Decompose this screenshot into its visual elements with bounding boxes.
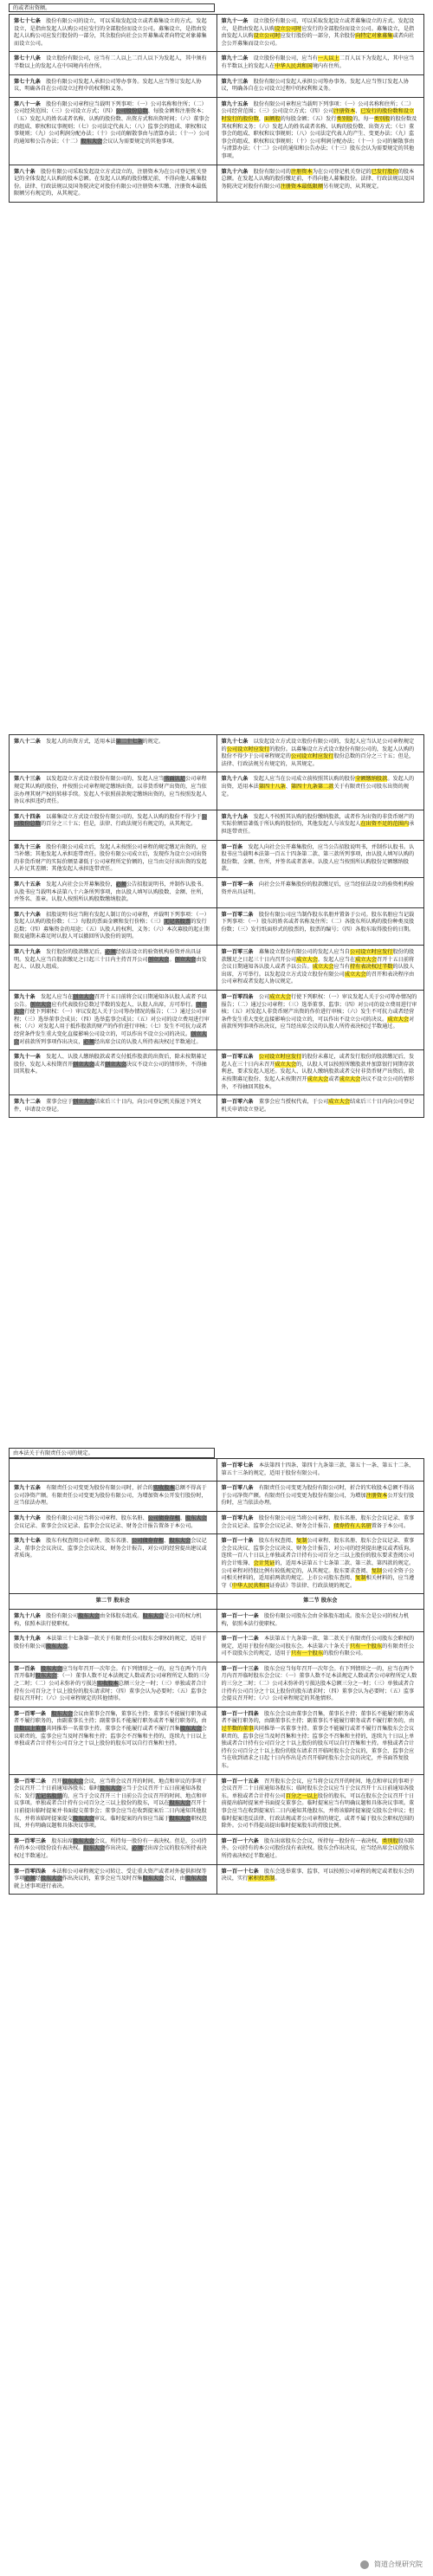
left-article-number: 第八十五条 — [14, 881, 47, 888]
right-article-cell — [216, 735, 424, 772]
article-row — [10, 1609, 424, 1631]
highlight-mark: 成立大会 — [387, 1016, 410, 1023]
highlight-mark: 创立大会 — [29, 1001, 52, 1008]
right-article-text: 股东会选举董事、监事，可以按照公司章程的规定或者股东会的决议，实行累积投票制。 — [221, 1868, 415, 1882]
right-article-cell — [216, 877, 424, 907]
highlight-mark: 股东大会 — [179, 1726, 202, 1733]
right-article-text: 股东会应当每年召开一次年会。有下列情形之一的，应当在两个月内召开临时股东会会议：（一）董事人数不足本法规定人数或者公司章程所定人数的三分之二时；（二）公司未弥补的亏损达股本总额三分之一时；（三）单独或者合计持有公司百分之十以上股份的股东请求时；（四）董事会认为必要时；（五）监事会提议召开时；（六）公司章程规定的其他情形。 — [221, 1665, 417, 1702]
highlight-mark: 类别股 — [382, 1837, 398, 1844]
left-article-number: 第九十八条 — [14, 1612, 47, 1619]
left-article-text: 董事会应于创立大会结束后三十日内，向公司登记机关报送下列文件，申请设立登记。 — [14, 1099, 202, 1113]
left-article-cell — [10, 1050, 217, 1095]
article-row — [10, 1095, 424, 1118]
right-article-cell — [216, 74, 424, 97]
left-article-text: 股份有限公司采取发起设立方式设立的，注册资本为在公司登记机关登记的全体发起人认购的股本总额。在发起人认购的股份缴足前，不得向他人募集股份。法律、行政法规以及国务院决定对股份有限公司注册资本实缴、注册资本最低限额另有规定的，从其规定。 — [14, 168, 207, 197]
highlight-mark: 必须 — [115, 881, 126, 888]
section-title-row — [10, 1594, 424, 1610]
highlight-mark: 成立大会 — [339, 1075, 361, 1082]
left-article-number: 第七十八条 — [14, 55, 47, 62]
right-article-number: 第一百零四条 — [221, 994, 259, 1001]
right-article-cell — [216, 1632, 424, 1662]
right-article-text: 股份有限公司应当将公司章程、股东名册、股东会会议记录、董事会会议记录、监事会会议记录、财务会计报告、债券持有人名册置备于本公司。 — [221, 1514, 415, 1529]
left-article-number: 第八十条 — [14, 168, 41, 175]
left-article-text: 以募集设立方式设立股份有限公司的，发起人认购的股份不得少于公司股份总数的百分之三十五；但是，法律、行政法规另有规定的，从其规定。 — [14, 813, 207, 828]
highlight-mark: 已发行股份 — [371, 168, 398, 175]
right-article-text: 发起人向社会公开募集股份，应当公告招股说明书，并制作认股书。认股书应当载明本法第一百五十四条第二款、第三款所列事项，由认股人填写认购的股份数、金额、住所，并签名或者盖章。认股人应当按照所认购股份足额缴纳股款。 — [221, 843, 415, 873]
right-article-number: 第一百一十五条 — [221, 1778, 264, 1785]
right-article-number: 第一百零五条 — [221, 1054, 259, 1061]
right-article-text: 设立股份有限公司，应当有一人以上二百人以下为发起人，其中应当有半数以上的发起人在中华人民共和国境内有住所。 — [221, 55, 415, 69]
left-article-number: 第一百零二条 — [14, 1778, 52, 1785]
highlight-mark: 最低限额 — [301, 183, 324, 190]
left-article-cell — [10, 1534, 217, 1594]
comparison-table-1 — [9, 14, 424, 203]
right-article-cell — [216, 1774, 424, 1834]
left-article-text: 股东出席股东大会会议，所持每一股份有一表决权。但是，公司持有的本公司股份没有表决权。股东大会作出决议，必须经出席会议的股东所持表决权过半数通过。 — [14, 1837, 207, 1859]
left-article-number: 第九十六条 — [14, 1514, 47, 1521]
right-article-text: 本法第五十九条第一款、第二款关于有限责任公司股东会职权的规定，适用于股份有限公司股东会。本法第六十条关于只有一个股东的有限责任公司不设股东会的规定，适用于只有一个股东的股份有限公司。 — [221, 1636, 415, 1657]
article-row — [10, 15, 424, 52]
highlight-mark: 会计凭证 — [253, 1559, 275, 1566]
right-article-number: 第九十五条 — [221, 100, 254, 107]
right-article-cell — [216, 1459, 424, 1482]
page-block-1 — [0, 0, 433, 726]
left-article-number: 第八十一条 — [14, 100, 47, 107]
comparison-table-2 — [9, 734, 424, 1118]
left-article-text: 股份有限公司应当将公司章程、股东名册、公司债券存根、股东大会会议记录、董事会会议记录、监事会会议记录、财务会计报告置备于本公司。 — [14, 1514, 207, 1529]
right-article-text: 股份有限公司的注册资本为在公司登记机关登记的已发行股份的股本总额。在发起人认购的股份缴足前，不得向他人募集股份。法律、行政法规以及国务院决定对股份有限公司注册资本最低限额另有规定的，从其规定。 — [221, 168, 415, 190]
highlight-mark: 公司债券存根 — [147, 1514, 180, 1521]
highlight-mark: 创立大会 — [105, 1061, 126, 1068]
highlight-mark: 中华人民共和国 — [231, 1582, 270, 1589]
highlight-mark: 成立大会 — [312, 964, 334, 971]
left-article-text: 股东大会应当每年召开一次年会。有下列情形之一的，应当在两个月内召开临时股东大会：（一）董事人数不足本法规定人数或者公司章程所定人数的三分之二时；（二）公司未弥补的亏损达实收股本总额三分之一时；（三）单独或者合计持有公司百分之十以上股份的股东请求时；（四）董事会认为必要时；（五）监事会提议召开时；（六）公司章程规定的其他情形。 — [14, 1665, 210, 1702]
left-article-text: 股份有限公司章程应当载明下列事项：（一）公司名称和住所；（二）公司经营范围；（三）公司设立方式；（四）公司股份总数、每股金额和注册资本；（五）发起人的姓名或者名称、认购的股份数、出资方式和出资时间；（六）董事会的组成、职权和议事规则；（七）公司法定代表人；（八）监事会的组成、职权和议事规则；（九）公司利润分配办法；（十）公司的解散事由与清算办法；（十一）公司的通知和公告办法；（十二）股东大会会议认为需要规定的其他事项。 — [14, 100, 210, 145]
right-article-cell — [216, 1864, 424, 1895]
highlight-mark: 实收股本 — [152, 1485, 175, 1492]
left-article-number: 第八十三条 — [14, 776, 47, 783]
left-article-cell — [10, 165, 217, 202]
left-article-number: 第一百零四条 — [14, 1868, 52, 1875]
right-article-text: 发起人应当在公司成立前按照其认购的股份全额缴纳股款。发起人的出资，适用本法第四十八条、第四十九条第二款关于有限责任公司股东出资的规定。 — [221, 776, 415, 797]
watermark-label: 简道合规研究院 — [374, 2560, 423, 2568]
right-article-text: 股东出席股东会会议，所持每一股份有一表决权，类别股股东除外。公司持有的本公司股份没有表决权。股东会作出决议，应当经出席会议的股东所持表决权过半数通过。 — [221, 1837, 415, 1859]
left-article-cell — [10, 1774, 217, 1834]
right-article-number: 第九十七条 — [221, 739, 254, 745]
left-article-cell — [10, 97, 217, 165]
right-article-number: 第一百一十三条 — [221, 1665, 264, 1672]
highlight-mark: 股东大会 — [46, 1643, 68, 1650]
right-article-number: 第一百零八条 — [221, 1485, 259, 1492]
right-article-number: 第一百一十一条 — [221, 1612, 264, 1619]
article-row — [10, 1482, 424, 1512]
highlight-mark: 必须 — [83, 1038, 94, 1045]
right-article-text: 发起人不按照其认购的股份缴纳股款，或者作为出资的非货币财产的实际价额显著低于所认购的股份的，其他发起人与该发起人在出资不足的范围内承担连带责任。 — [221, 813, 415, 835]
highlight-mark: 公司设立时应发行 — [350, 949, 393, 956]
highlight-mark: 公司设立时应发行 — [290, 753, 334, 760]
highlight-mark: 一人以上 — [317, 55, 339, 62]
article-row — [10, 772, 424, 810]
right-article-text: 股东会会议由董事会召集，董事长主持；董事长不能履行职务或者不履行职务的，由副董事长主持；副董事长不能履行职务或者不履行职务的，由过半数的董事共同推举一名董事主持。董事会不能履行或者不履行召集股东会会议职责的，监事会应当及时召集和主持；监事会不召集和主持的，连续九十日以上单独或者合计持有公司百分之十以上股份的股东可以自行召集和主持。单独或者合计持有公司百分之十以上股份的股东请求召开临时股东会会议的，董事会、监事会应当在收到请求之日起十日内作出是否召开临时股东会会议的决定，并书面答复股东。 — [221, 1710, 415, 1769]
left-article-cell — [10, 991, 217, 1050]
right-article-cell — [216, 1834, 424, 1864]
top-fragment: 的或者出资额。 — [9, 3, 215, 12]
right-article-cell — [216, 1482, 424, 1512]
left-article-cell — [10, 15, 217, 52]
right-article-number: 第九十九条 — [221, 813, 254, 820]
right-article-number: 第一百零六条 — [221, 1099, 259, 1106]
highlight-mark: 创立大会 — [14, 1001, 207, 1016]
left-article-number: 第一百条 — [14, 1665, 41, 1672]
left-article-text: 召开股东大会会议，应当将会议召开的时间、地点和审议的事项于会议召开二十日前通知各股东；临时股东大会应当于会议召开十五日前通知各股东；发行无记名股票的，应当于会议召开三十日前公告会议召开的时间、地点和审议事项。单独或者合计持有公司百分之三以上股份的股东，可以在股东大会召开十日前提出临时提案并书面提交董事会；董事会应当在收到提案后二日内通知其他股东，并将该临时提案提交股东大会审议。临时提案的内容应当属于股东大会职权范围，并有明确议题和具体决议事项。 — [14, 1778, 207, 1830]
highlight-mark: 在出资不足的范围内 — [360, 821, 410, 828]
article-row — [10, 840, 424, 877]
highlight-mark: 股东大会 — [185, 1514, 207, 1521]
right-article-cell — [216, 1609, 424, 1631]
highlight-mark: 股东大会 — [40, 1876, 62, 1882]
highlight-mark: 必须 — [24, 1876, 36, 1882]
highlight-mark: 第四十九条第二款 — [290, 783, 334, 790]
left-article-text: 股东有权查阅公司章程、股东名册、公司债券存根、股东大会会议记录、董事会会议决议、监事会会议决议、财务会计报告，对公司的经营提出建议或者质询。 — [14, 1538, 207, 1559]
left-article-cell — [10, 1864, 217, 1895]
left-article-text: 发起人向社会公开募集股份，必须公告招股说明书，并制作认股书。认股书应当载明本法第八十六条所列事项，由认股人填写认购股数、金额、住所，并签名、盖章。认股人按照所认购股数缴纳股款。 — [14, 881, 207, 903]
highlight-mark: 成立大会 — [344, 971, 366, 978]
left-article-cell — [10, 810, 217, 840]
highlight-mark: 创立大会 — [14, 1031, 207, 1045]
highlight-mark: 股东大会 — [61, 1778, 84, 1785]
highlight-mark: 必须 — [105, 949, 116, 956]
right-article-cell — [216, 907, 424, 945]
left-article-cell — [10, 1459, 217, 1482]
right-article-text: 以发起设立方式设立股份有限公司的，发起人应当认足公司章程规定的公司设立时应发行的股份。以募集设立方式设立股份有限公司的，发起人认购的股份不得少于公司章程规定的公司设立时应发行股份总数的百分之三十五；但是，法律、行政法规另有规定的，从其规定。 — [221, 739, 415, 767]
highlight-mark: 书面认足 — [164, 776, 185, 783]
highlight-mark: 股东大会 — [73, 1837, 94, 1844]
left-article-text: 发起人应当在创立大会召开十五日前将会议日期通知各认股人或者予以公告。创立大会应有代表股份总数过半数的发起人、认股人出席，方可举行。创立大会行使下列职权：（一）审议发起人关于公司筹办情况的报告；（二）通过公司章程；（三）选举董事会成员；（四）选举监事会成员；（五）对公司的设立费用进行审核；（六）对发起人用于抵作股款的财产的作价进行审核；（七）发生不可抗力或者经营条件发生重大变化直接影响公司设立的，可以作出不设立公司的决议。创立大会对前款所列事项作出决议，必须经出席会议的认股人所持表决权过半数通过。 — [14, 994, 210, 1045]
highlight-mark: 股东大会 — [169, 1538, 191, 1545]
right-article-text: 股东有权查阅、复制公司章程、股东名册、股东会会议记录、董事会会议决议、监事会会议决议、财务会计报告，对公司的经营提出建议或者质询。连续一百八十日以上单独或者合计持有公司百分之三以上股份的股东要求查阅公司的会计账簿、会计凭证的，适用本法第五十七条第二款、第三款、第四款的规定。公司章程对持股比例有较低规定的，从其规定。股东要求查阅、复制公司全资子公司相关材料的，适用前两款的规定。上市公司股东查阅、复制相关材料的，应当遵守《中华人民共和国证券法》等法律、行政法规的规定。 — [221, 1538, 415, 1589]
highlight-mark: 复制 — [371, 1567, 383, 1574]
highlight-mark: 公司股份总数 — [115, 108, 148, 115]
left-article-text: 本法第三十七条第一款关于有限责任公司股东会职权的规定，适用于股份有限公司股东大会。 — [14, 1636, 207, 1650]
highlight-mark: 第二十七条 — [115, 739, 143, 745]
right-article-number: 第一百一十条 — [221, 1538, 259, 1545]
article-row — [10, 1774, 424, 1834]
highlight-mark: 百分之一以上 — [285, 1792, 318, 1799]
right-article-cell — [216, 1511, 424, 1533]
right-article-text: 股份有限公司股东会由全体股东组成。股东会是公司的权力机构，依照本法行使职权。 — [221, 1612, 410, 1627]
article-row — [10, 165, 424, 202]
right-article-cell — [216, 1534, 424, 1594]
highlight-mark: 设立公司时 — [275, 25, 302, 32]
right-article-cell — [216, 15, 424, 52]
right-article-number: 第一百零一条 — [221, 881, 259, 888]
highlight-mark: 向特定对象募集 — [355, 33, 393, 40]
right-article-text: 向社会公开募集股份的股款缴足后，应当经依法设立的验资机构验资并出具证明。 — [221, 881, 415, 895]
right-article-cell — [216, 165, 424, 202]
highlight-mark: 复制 — [296, 1538, 307, 1545]
highlight-mark: 已发行的股份数和设立时发行的股份数 — [221, 108, 415, 122]
highlight-mark: 股东大会 — [81, 138, 103, 145]
highlight-mark: 过半数的董事 — [221, 1726, 254, 1733]
article-row — [10, 946, 424, 991]
right-article-number: 第九十八条 — [221, 776, 254, 783]
highlight-mark: 成立大会 — [275, 1061, 297, 1068]
left-article-number: 第九十一条 — [14, 1054, 47, 1061]
highlight-mark: 累积投票制 — [248, 1876, 275, 1882]
right-article-cell — [216, 772, 424, 810]
highlight-mark: 复制 — [355, 1575, 366, 1582]
right-article-cell — [216, 946, 424, 991]
left-article-text: 招股说明书应当附有发起人制订的公司章程，并载明下列事项：（一）发起人认购的股份数；（二）每股的票面金额和发行价格；（三）无记名股票的发行总数；（四）募集资金的用途；（五）认股人的权利、义务；（六）本次募股的起止期限及逾期未募足时认股人可以撤回所认股份的说明。 — [14, 911, 210, 940]
highlight-mark: 成立大会 — [307, 1075, 329, 1082]
left-article-cell — [10, 946, 217, 991]
top-fragment-2: 由本法关于有限责任公司的规定。 — [9, 1448, 215, 1458]
right-article-cell — [216, 1050, 424, 1095]
left-article-number: 第八十六条 — [14, 911, 47, 918]
article-row — [10, 810, 424, 840]
highlight-mark: 成立大会 — [355, 956, 377, 963]
highlight-mark: 只有一个股东 — [290, 1650, 324, 1657]
right-article-text: 设立股份有限公司，可以采取发起设立或者募集设立的方式。发起设立，是指由发起人认购设立公司时应发行的全部股份而设立公司。募集设立，是指由发起人认购设立公司时应发行股份的一部分，其余股份向特定对象募集或者向社会公开募集而设立公司。 — [221, 18, 415, 47]
left-article-text: 发起人、认股人缴纳股款或者交付抵作股款的出资后，除未按期募足股份、发起人未按期召开创立大会或者创立大会决议不设立公司的情形外，不得抽回其股本。 — [14, 1054, 207, 1075]
highlight-mark: 股东大会 — [185, 1876, 207, 1882]
article-row — [10, 991, 424, 1050]
left-article-cell — [10, 1662, 217, 1707]
highlight-mark: 注册资本 — [333, 108, 356, 115]
highlight-mark: 成立大会 — [328, 1099, 350, 1106]
right-article-text: 本法第四十四条、第四十九条第三款、第五十一条、第五十二条、第五十三条的规定，适用于股份有限公司。 — [221, 1462, 415, 1476]
highlight-mark: 创立大会 — [73, 1061, 94, 1068]
right-article-text: 股份有限公司章程应当载明下列事项：（一）公司名称和住所；（二）公司经营范围；（三）公司设立方式；（四）公司注册资本、已发行的股份数和设立时发行的股份数，面额股的每股金额；（五）发行类别股的，每一类别股的股份数及其权利和义务；（六）发起人的姓名或者名称、认购的股份数、出资方式；（七）董事会的组成、职权和议事规则；（八）公司法定代表人的产生、变更办法；（九）监事会的组成、职权和议事规则；（十）公司利润分配办法；（十一）公司的解散事由与清算办法；（十二）公司的通知和公告办法；（十三）股东会认为需要规定的其他事项。 — [221, 100, 417, 159]
article-row — [10, 52, 424, 74]
highlight-mark: 类别股 — [373, 115, 391, 122]
right-article-text: 股份有限公司发起人承担公司筹办事务。发起人应当签订发起人协议，明确各自在公司设立过程中的权利和义务。 — [221, 78, 410, 93]
left-article-number: 第九十二条 — [14, 1099, 47, 1106]
highlight-mark: 创立大会 — [73, 994, 94, 1001]
left-article-text: 股东大会会议由董事会召集，董事长主持；董事长不能履行职务或者不履行职务的，由副董事长主持；副董事长不能履行职务或者不履行职务的，由半数以上董事共同推举一名董事主持。董事会不能履行或者不履行召集股东大会会议职责的，监事会应当及时召集和主持；监事会不召集和主持的，连续九十日以上单独或者合计持有公司百分之十以上股份的股东可以自行召集和主持。 — [14, 1710, 207, 1747]
wechat-icon — [360, 2560, 369, 2569]
highlight-mark: 中华人民共和国 — [275, 62, 313, 69]
right-article-number: 第一百零三条 — [221, 949, 259, 956]
article-row — [10, 1707, 424, 1774]
right-article-cell — [216, 1095, 424, 1118]
article-row — [10, 877, 424, 907]
left-article-cell — [10, 1609, 217, 1631]
right-article-text: 募集设立股份有限公司的发起人应当自公司设立时应发行股份的股款缴足之日起三十日内召开公司成立大会。发起人应当在成立大会召开十五日前将会议日期通知各认股人或者予以公告。成立大会应当有持有表决权过半数的认股人出席，方可举行。以发起设立方式设立股份有限公司成立大会的召开和表决程序由公司章程或者发起人协议规定。 — [221, 949, 415, 985]
left-article-cell — [10, 52, 217, 74]
section-title-right: 第二节 股东会 — [216, 1594, 424, 1610]
article-row — [10, 1834, 424, 1864]
left-article-number: 第九十条 — [14, 994, 41, 1001]
highlight-mark: 创立大会 — [147, 956, 170, 963]
highlight-mark: 公司设立时应发行 — [258, 1054, 302, 1061]
article-row — [10, 74, 424, 97]
highlight-mark: 类别股 — [336, 115, 353, 122]
article-row — [10, 1459, 424, 1482]
left-article-cell — [10, 877, 217, 907]
highlight-mark: 公司股份总数 — [14, 813, 207, 828]
left-article-cell — [10, 74, 217, 97]
right-article-number: 第一百一十二条 — [221, 1636, 264, 1643]
article-row — [10, 97, 424, 165]
left-article-number: 第九十九条 — [14, 1636, 47, 1643]
left-article-number: 第九十五条 — [14, 1485, 47, 1492]
highlight-mark: 创立大会 — [174, 956, 197, 963]
right-article-cell — [216, 991, 424, 1050]
highlight-mark: 股东大会 — [142, 1876, 165, 1882]
highlight-mark: 无记名股票 — [164, 919, 191, 926]
right-article-number: 第一百零二条 — [221, 911, 259, 918]
right-article-text: 有限责任公司变更为股份有限公司时，折合的实收股本总额不得高于公司净资产额。有限责任公司变更为股份有限公司，为增加注册资本公开发行股份时，应当依法办理。 — [221, 1485, 415, 1507]
watermark — [360, 2560, 423, 2569]
right-article-number: 第一百零七条 — [221, 1462, 259, 1469]
left-article-text: 股份有限公司股东大会由全体股东组成。股东大会是公司的权力机构，依照本法行使职权。 — [14, 1612, 202, 1627]
highlight-mark: 股东大会 — [169, 1815, 191, 1822]
right-article-number: 第九十三条 — [221, 78, 254, 85]
highlight-mark: 全额缴纳股款 — [355, 776, 388, 783]
highlight-mark: 注册资本 — [280, 183, 302, 190]
left-article-cell — [10, 735, 217, 772]
highlight-mark: 股东大会 — [51, 1710, 74, 1717]
highlight-mark: 必须 — [132, 1845, 143, 1852]
highlight-mark: 成立大会 — [269, 994, 291, 1001]
right-article-number: 第一百一十六条 — [221, 1837, 264, 1844]
left-article-cell — [10, 907, 217, 945]
left-article-text: 发起人的出资方式，适用本法第二十七条的规定。 — [46, 739, 165, 745]
article-row — [10, 1632, 424, 1662]
right-article-cell — [216, 840, 424, 877]
right-article-cell — [216, 1662, 424, 1707]
right-article-cell — [216, 52, 424, 74]
article-row — [10, 735, 424, 772]
right-article-text: 董事会应当授权代表，于公司成立大会结束后三十日内向公司登记机关申请设立登记。 — [221, 1099, 415, 1113]
highlight-mark: 设立公司时 — [253, 33, 281, 40]
right-article-cell — [216, 97, 424, 165]
article-row — [10, 1511, 424, 1533]
left-article-text: 股份有限公司的设立，可以采取发起设立或者募集设立的方式。发起设立，是指由发起人认购公司应发行的全部股份而设立公司。募集设立，是指由发起人认购公司应发行股份的一部分，其余股份向社会公开募集或者向特定对象募集而设立公司。 — [14, 18, 207, 47]
right-article-number: 第一百条 — [221, 843, 249, 850]
left-article-text: 股份有限公司成立后，发起人未按照公司章程的规定缴足出资的，应当补缴；其他发起人承担连带责任。股份有限公司成立后，发现作为设立公司出资的非货币财产的实际价额显著低于公司章程所定价额的，应当由交付该出资的发起人补足其差额；其他发起人承担连带责任。 — [14, 843, 207, 873]
section-title-left: 第二节 股东会 — [10, 1594, 217, 1610]
highlight-mark: 股东大会 — [40, 1665, 62, 1672]
highlight-mark: 第四十八条 — [258, 783, 286, 790]
highlight-mark: 股东大会 — [142, 1612, 165, 1619]
highlight-mark: 股东大会 — [100, 1785, 121, 1792]
right-article-text: 召开股东会会议，应当将会议召开的时间、地点和审议的事项于会议召开二十日前通知各股东；临时股东会会议应当于会议召开十五日前通知各股东。单独或者合计持有公司百分之一以上股份的股东，可以在股东会会议召开十日前提出临时提案并书面提交董事会。临时提案应当有明确议题和具体决议事项。董事会应当在收到提案后二日内通知其他股东，并将该临时提案提交股东会审议；但临时提案违反法律、行政法规或者公司章程的规定，或者不属于股东会职权范围的除外。公司不得提高提出临时提案股东的持股比例。 — [221, 1778, 415, 1830]
right-article-text: 股份有限公司应当制作股东名册并置备于公司。股东名册应当记载下列事项：（一）股东的姓名或者名称及住所；（二）各股东所认购的股份种类及股份数；（三）发行纸面形式的股票的，股票的编号；（四）各股东取得股份的日期。 — [221, 911, 415, 933]
left-article-number: 第八十二条 — [14, 739, 47, 745]
comparison-table-3 — [9, 1458, 424, 1895]
highlight-mark: 持有表决权过半数 — [350, 964, 393, 971]
left-article-cell — [10, 1482, 217, 1512]
highlight-mark: 成立大会 — [296, 956, 318, 963]
highlight-mark: 半数以上董事 — [14, 1726, 47, 1733]
left-article-cell — [10, 1632, 217, 1662]
highlight-mark: 股东大会 — [35, 1673, 57, 1680]
right-article-number: 第一百一十四条 — [221, 1710, 264, 1717]
page-block-2 — [0, 729, 433, 1439]
highlight-mark: 注册资本 — [365, 1492, 388, 1499]
left-article-number: 第一百零一条 — [14, 1710, 52, 1717]
highlight-mark: 股东大会 — [83, 1845, 106, 1852]
left-article-cell — [10, 1834, 217, 1864]
left-article-number: 第八十四条 — [14, 813, 47, 820]
article-row — [10, 1662, 424, 1707]
left-article-text: 本法和公司章程规定公司转让、受让重大资产或者对外提供担保等事项必须经股东大会作出决议的，董事会应当及时召集股东大会会议，由股东大会就上述事项进行表决。 — [14, 1868, 207, 1889]
right-article-text: 公司成立大会行使下列职权：（一）审议发起人关于公司筹办情况的报告；（二）通过公司章程；（三）选举董事、监事；（四）对公司的设立费用进行审核；（五）对发起人非货币财产出资的作价进行审核；（六）发生不可抗力或者经营条件发生重大变化直接影响公司设立的，可以作出不设立公司的决议。成立大会对前款所列事项作出决议，应当经出席会议的认股人所持表决权过半数通过。 — [221, 994, 417, 1030]
right-article-text: 公司设立时应发行的股份未募足，或者发行股份的股款缴足后，发起人在三十日内未召开成立大会的，认股人可以按照所缴股款并加算银行同期存款利息，要求发起人返还。发起人、认股人缴纳股款或者交付非货币财产出资后，除未按期募足股份、发起人未按期召开成立大会或者成立大会决议不设立公司的情形外，不得抽回其股本。 — [221, 1054, 415, 1090]
highlight-mark: 无记名股票 — [35, 1792, 62, 1799]
left-article-text: 股份有限公司发起人承担公司筹办事务。发起人应当签订发起人协议，明确各自在公司设立过程中的权利和义务。 — [14, 78, 202, 93]
highlight-mark: 股东大会 — [78, 1612, 100, 1619]
left-article-number: 第七十七条 — [14, 18, 47, 24]
right-article-cell — [216, 1707, 424, 1774]
page-block-3 — [0, 1444, 433, 2576]
left-article-text: 以发起设立方式设立股份有限公司的，发起人应当书面认足公司章程规定其认购的股份，并按照公司章程规定缴纳出资。以非货币财产出资的，应当依法办理其财产权的转移手续。发起人不依照前款规定缴纳出资的，应当按照发起人协议承担违约责任。 — [14, 776, 207, 805]
highlight-mark: 创立大会 — [73, 1099, 94, 1106]
left-article-text: 设立股份有限公司，应当有二人以上二百人以下为发起人，其中须有半数以上的发起人在中国境内有住所。 — [14, 55, 207, 69]
right-article-number: 第九十一条 — [221, 18, 254, 24]
highlight-mark: 公司设立时应发行 — [226, 746, 270, 752]
left-article-text: 发行股份的股款缴足后，必须经依法设立的验资机构验资并出具证明。发起人应当自股款缴足之日起三十日内主持召开公司创立大会。创立大会由发起人、认股人组成。 — [14, 949, 207, 971]
article-row — [10, 1534, 424, 1594]
highlight-mark: 股东大会 — [73, 1815, 94, 1822]
left-article-cell — [10, 1511, 217, 1533]
right-article-number: 第九十六条 — [221, 168, 254, 175]
highlight-mark: 债券持有人名册 — [333, 1522, 372, 1529]
highlight-mark: 股东大会 — [169, 1800, 191, 1807]
article-row — [10, 907, 424, 945]
right-article-number: 第一百一十七条 — [221, 1868, 264, 1875]
highlight-mark: 公司债券存根 — [132, 1538, 165, 1545]
left-article-cell — [10, 1095, 217, 1118]
left-article-number: 第一百零三条 — [14, 1837, 52, 1844]
left-article-number: 第九十三条 — [14, 843, 47, 850]
article-row — [10, 1864, 424, 1895]
highlight-mark: 面额股 — [264, 115, 281, 122]
right-article-cell — [216, 810, 424, 840]
left-article-cell — [10, 772, 217, 810]
left-article-number: 第九十七条 — [14, 1538, 47, 1545]
left-article-cell — [10, 840, 217, 877]
left-article-number: 第八十九条 — [14, 949, 47, 956]
left-article-number: 第七十九条 — [14, 78, 47, 85]
highlight-mark: 实收股本 — [96, 1681, 119, 1688]
highlight-mark: 只有一个股东 — [350, 1643, 383, 1650]
highlight-mark: 注册资本 — [290, 168, 313, 175]
right-article-number: 第一百零九条 — [221, 1514, 259, 1521]
left-article-cell — [10, 1707, 217, 1774]
left-article-text: 有限责任公司变更为股份有限公司时，折合的实收股本总额不得高于公司净资产额。有限责任公司变更为股份有限公司，为增加资本公开发行股份时，应当依法办理。 — [14, 1485, 207, 1507]
right-article-number: 第九十二条 — [221, 55, 254, 62]
article-row — [10, 1050, 424, 1095]
